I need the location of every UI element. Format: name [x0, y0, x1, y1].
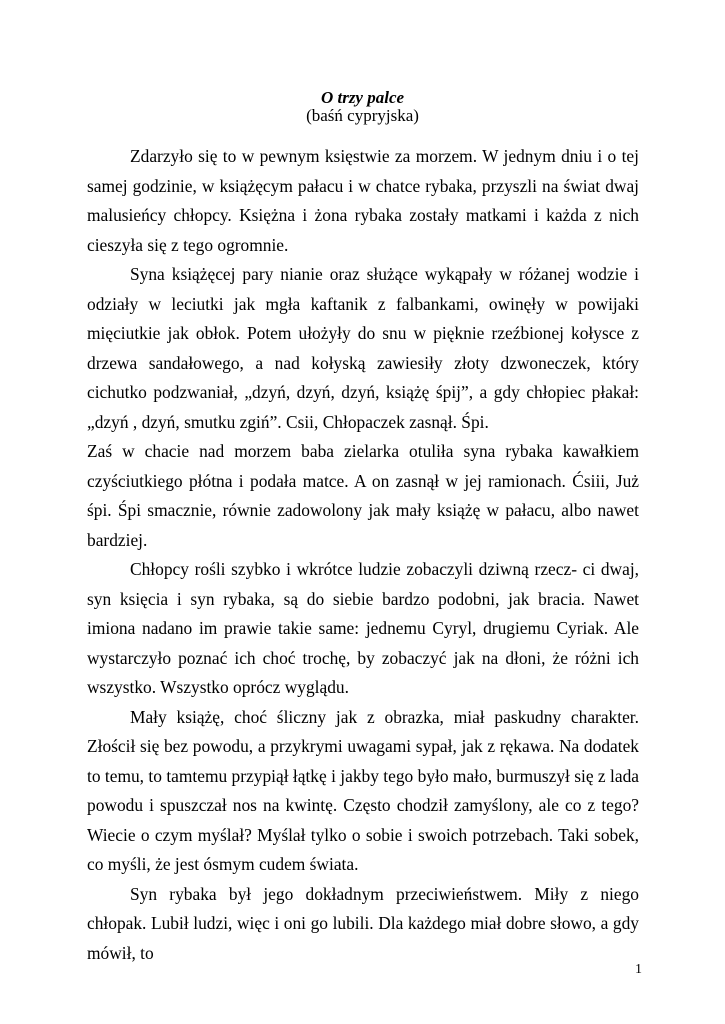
paragraph: Zdarzyło się to w pewnym księstwie za morzem. W jednym dniu i o tej samej godzinie, w książęcym pałacu i w chatce rybaka, przyszli na świat dwaj malusieńcy chłopcy. Księżna i żona rybaka zostały matkami i każda z nich cieszyła się z tego ogromnie. [87, 146, 639, 255]
paragraph: Chłopcy rośli szybko i wkrótce ludzie zobaczyli dziwną rzecz- ci dwaj, syn księcia i syn rybaka, są do siebie bardzo podobni, jak bracia. Nawet imiona nadano im prawie takie same: jednemu Cyryl, drugiemu Cyriak. Ale wystarczyło poznać ich choć trochę, by zobaczyć jak na dłoni, że różni ich wszystko. Wszystko oprócz wyglądu. [87, 559, 639, 697]
paragraph: Zaś w chacie nad morzem baba zielarka otuliła syna rybaka kawałkiem czyściutkiego płótna i podała matce. A on zasnął w jej ramionach. Ćsiii, Już śpi. Śpi smacznie, równie zadowolony jak mały książę w pałacu, albo nawet bardziej. [87, 441, 639, 550]
paragraph: Mały książę, choć śliczny jak z obrazka, miał paskudny charakter. Złościł się bez powodu, a przykrymi uwagami sypał, jak z rękawa. Na dodatek to temu, to tamtemu przypiął łątkę i jakby tego było mało, burmuszył się z lada powodu i spuszczał nos na kwintę. Często chodził zamyślony, ale co z tego? Wiecie o czym myślał? Myślał tylko o sobie i swoich potrzebach. Taki sobek, co myśli, że jest ósmym cudem świata. [87, 706, 639, 874]
document-subtitle: (baśń cypryjska) [306, 106, 419, 125]
document-title: O trzy palce [320, 88, 405, 107]
paragraph: Syna książęcej pary nianie oraz służące wykąpały w różanej wodzie i odziały w leciutki jak mgła kaftanik z falbankami, owinęły w powijaki mięciutkie jak obłok. Potem ułożyły do snu w pięknie rzeźbionej kołysce z drzewa sandałowego, a nad kołyską zawiesiły złoty dzwoneczek, który cichutko podzwaniał, „dzyń, dzyń, dzyń, książę śpij”, a gdy chłopiec płakał: „dzyń , dzyń, smutku zgiń”. Csii, Chłopaczek zasnął. Śpi. [87, 264, 639, 432]
page-number: 1 [635, 962, 642, 977]
document-body [87, 142, 639, 968]
paragraph: Syn rybaka był jego dokładnym przeciwieństwem. Miły z niego chłopak. Lubił ludzi, więc i oni go lubili. Dla każdego miał dobre słowo, a gdy mówił, to [87, 883, 639, 963]
